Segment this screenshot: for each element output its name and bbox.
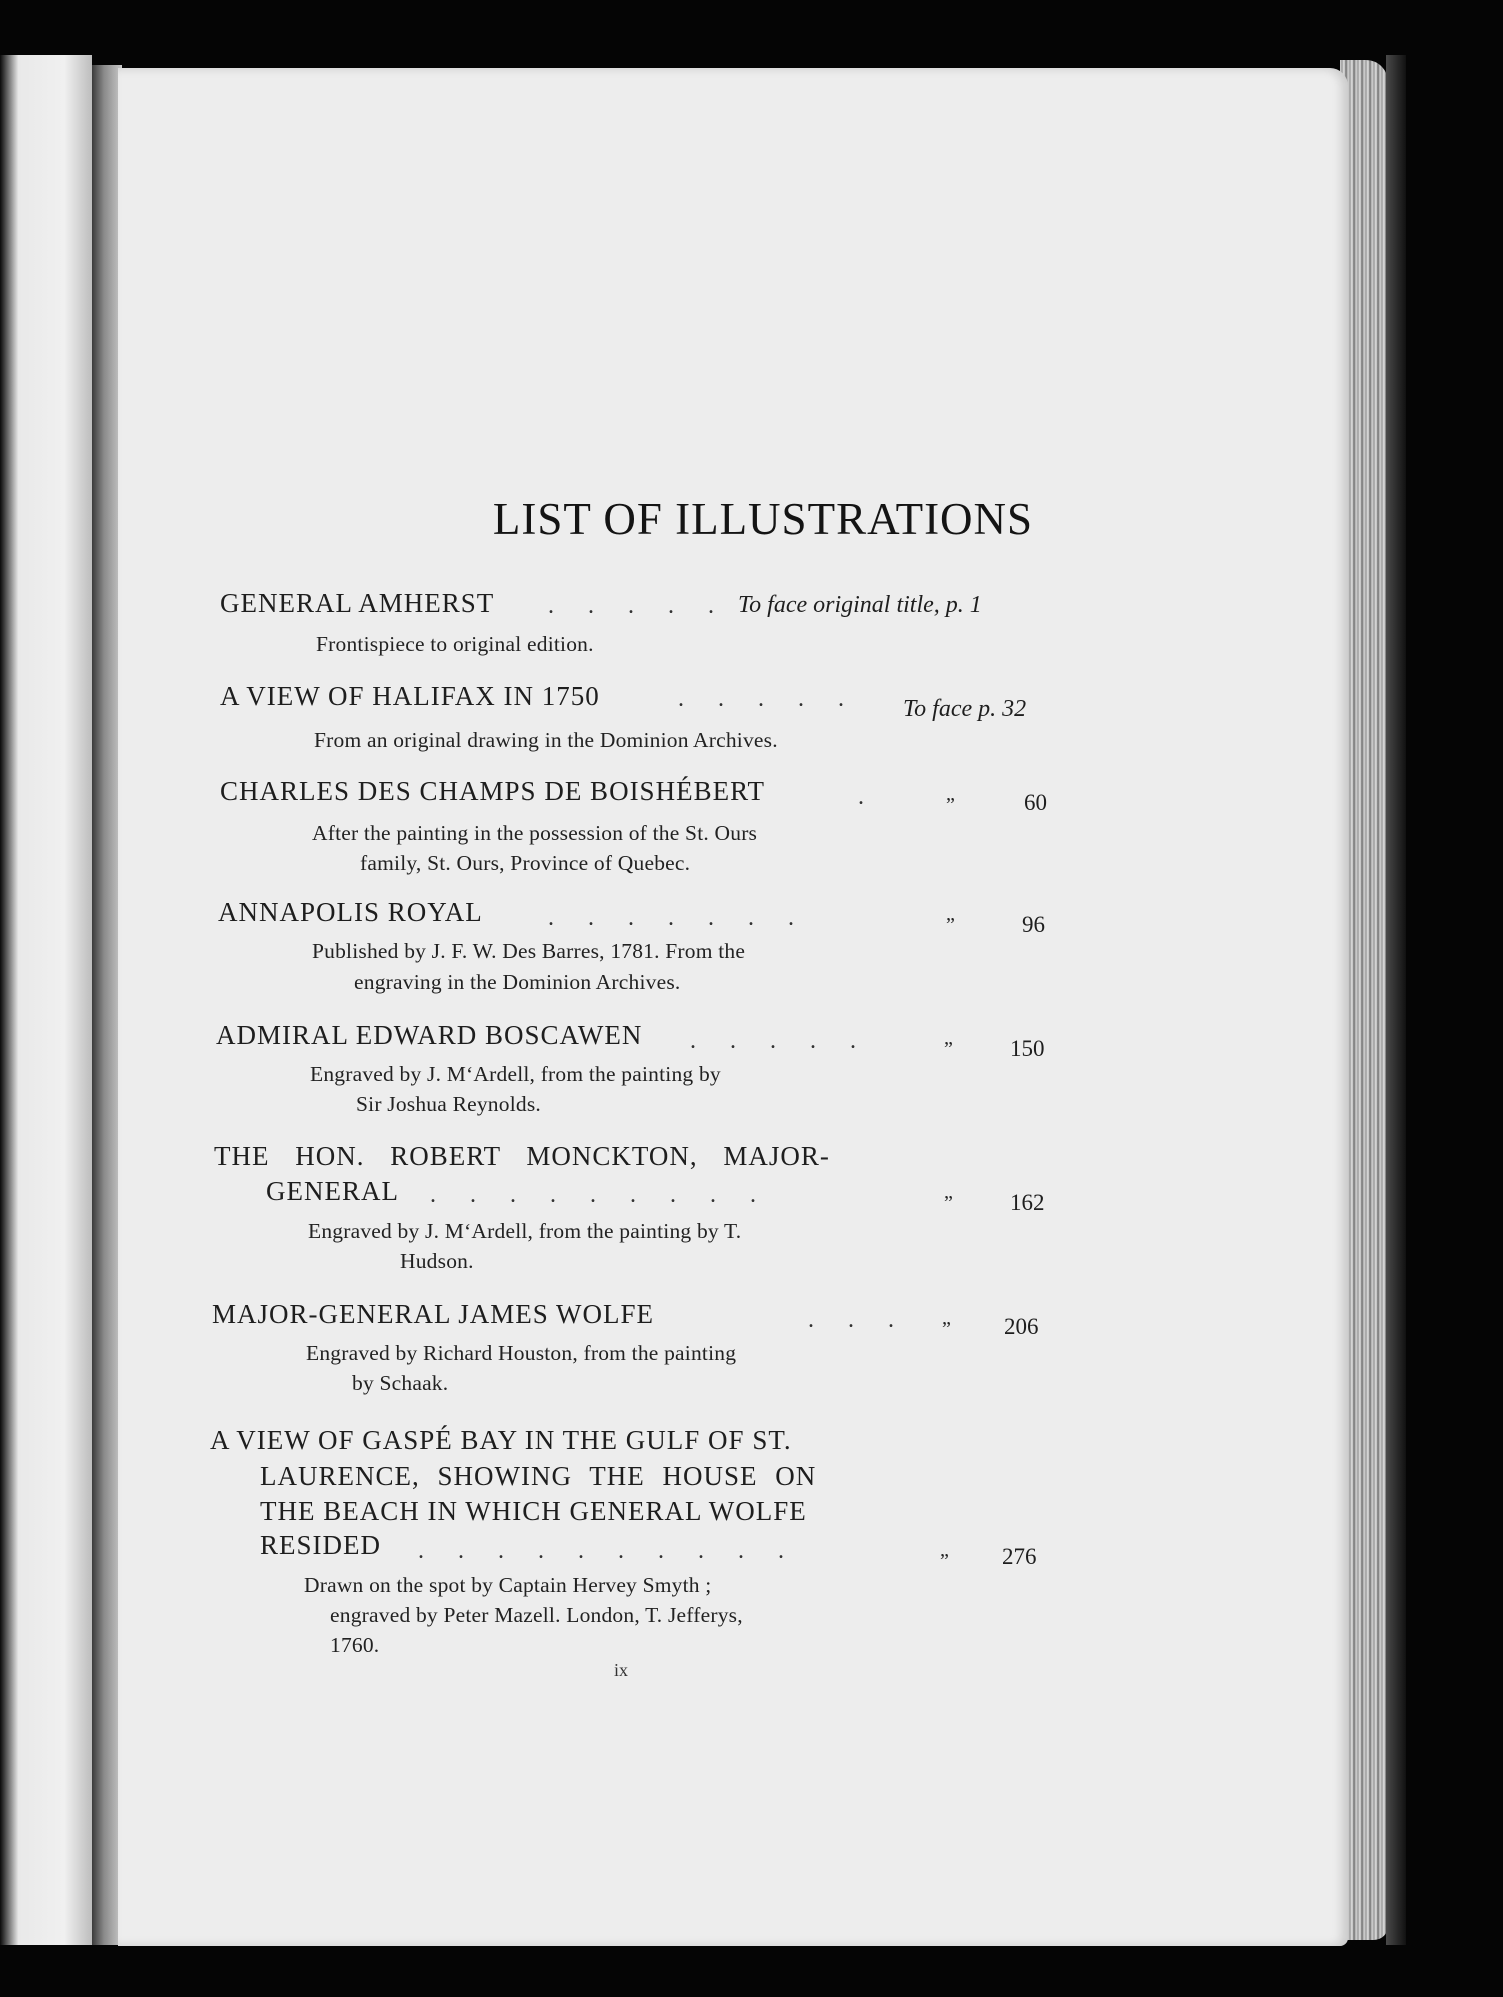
leader-dots: . . . . . . . . . .: [418, 1538, 798, 1564]
ditto-mark: ”: [944, 1038, 953, 1060]
entry-title: LAURENCE, SHOWING THE HOUSE ON: [260, 1461, 817, 1491]
entry-note: Engraved by J. M‘Ardell, from the painting by T.: [308, 1219, 742, 1243]
entry-note: engraving in the Dominion Archives.: [354, 970, 681, 994]
ditto-mark: ”: [944, 1192, 953, 1214]
page-title: LIST OF ILLUSTRATIONS: [492, 494, 1034, 544]
entry-note: Hudson.: [400, 1249, 474, 1273]
entry-note: Frontispiece to original edition.: [316, 632, 594, 656]
ditto-mark: ”: [940, 1550, 949, 1572]
entry-note: engraved by Peter Mazell. London, T. Jefferys,: [330, 1603, 743, 1627]
leader-dots: . . . . .: [548, 593, 728, 619]
page-number: 206: [1004, 1314, 1039, 1339]
entry-title: ANNAPOLIS ROYAL: [218, 897, 483, 927]
entry-note: family, St. Ours, Province of Quebec.: [360, 851, 691, 875]
page-number: 150: [1010, 1036, 1045, 1061]
entry-title: THE BEACH IN WHICH GENERAL WOLFE: [260, 1496, 807, 1526]
leader-dots: . . . . . . .: [548, 905, 808, 931]
entry-note: From an original drawing in the Dominion Archives.: [314, 728, 778, 752]
entry-note: by Schaak.: [352, 1371, 449, 1395]
entry-title: MAJOR-GENERAL JAMES WOLFE: [212, 1299, 655, 1329]
entry-note: 1760.: [330, 1633, 380, 1657]
page-number: 60: [1024, 790, 1047, 815]
page-number: 162: [1010, 1190, 1045, 1215]
entry-note: Published by J. F. W. Des Barres, 1781. From the: [312, 939, 746, 963]
entry-title: GENERAL: [266, 1176, 399, 1206]
entry-note: Engraved by Richard Houston, from the painting: [306, 1341, 737, 1365]
page-number: 96: [1022, 912, 1045, 937]
entry-title: THE HON. ROBERT MONCKTON, MAJOR-: [214, 1141, 830, 1171]
leader-dots: .: [858, 784, 878, 810]
entry-note: After the painting in the possession of the St. Ours: [312, 821, 758, 845]
page-reference: To face original title, p. 1: [738, 592, 982, 618]
ditto-mark: ”: [946, 914, 955, 936]
entry-title: A VIEW OF HALIFAX IN 1750: [220, 681, 600, 711]
page-reference: To face p. 32: [903, 696, 1027, 722]
entry-note: Drawn on the spot by Captain Hervey Smyth ;: [304, 1573, 712, 1597]
entry-title: A VIEW OF GASPÉ BAY IN THE GULF OF ST.: [210, 1425, 792, 1455]
page: [118, 68, 1348, 1946]
leader-dots: . . .: [808, 1307, 908, 1333]
page-number: 276: [1002, 1544, 1037, 1569]
entry-title: RESIDED: [260, 1530, 381, 1560]
book-cover-edge: [1386, 55, 1406, 1945]
entry-note: Engraved by J. M‘Ardell, from the painting by: [310, 1062, 721, 1086]
leader-dots: . . . . .: [678, 686, 858, 712]
entry-title: ADMIRAL EDWARD BOSCAWEN: [216, 1020, 643, 1050]
entry-title: CHARLES DES CHAMPS DE BOISHÉBERT: [220, 776, 765, 806]
ditto-mark: ”: [942, 1318, 951, 1340]
page-folio: ix: [614, 1660, 629, 1680]
leader-dots: . . . . . . . . .: [430, 1182, 770, 1208]
entry-note: Sir Joshua Reynolds.: [356, 1092, 541, 1116]
facing-page-edge: [0, 55, 92, 1945]
entry-title: GENERAL AMHERST: [220, 588, 495, 618]
ditto-mark: ”: [946, 794, 955, 816]
leader-dots: . . . . .: [690, 1028, 870, 1054]
